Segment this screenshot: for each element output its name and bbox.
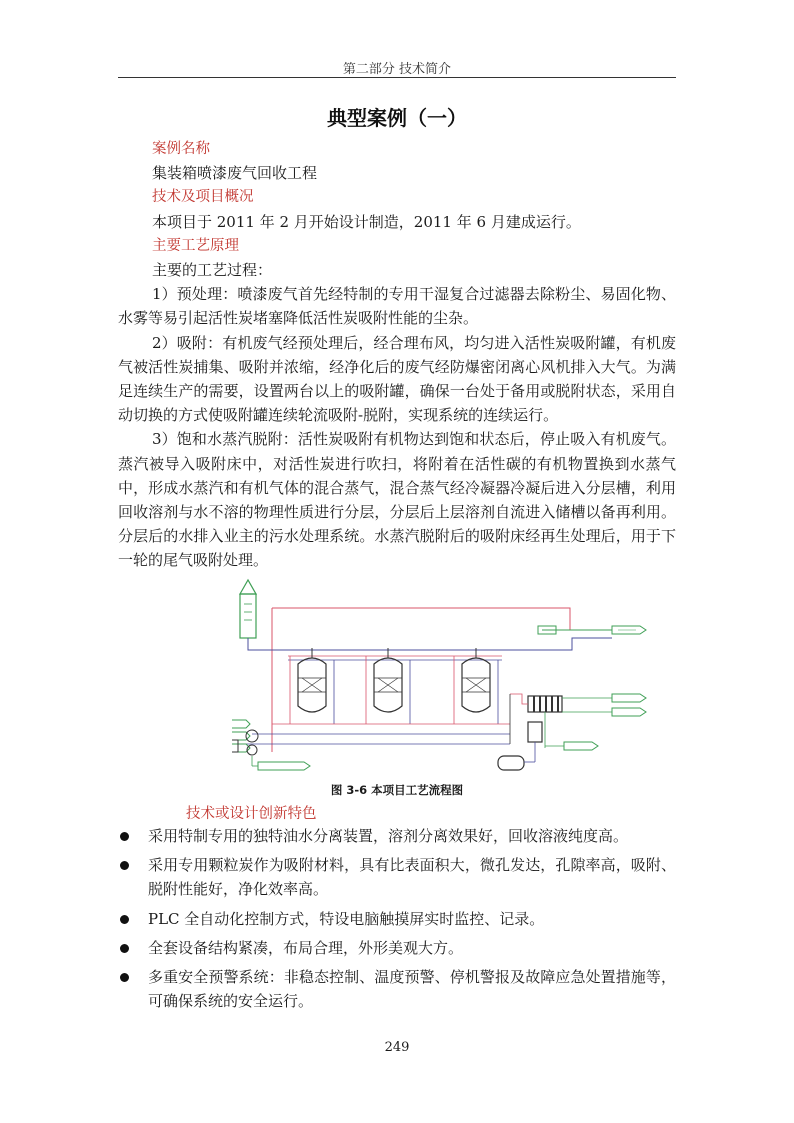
stack-cap (240, 580, 256, 594)
header-rule (118, 77, 676, 78)
list-item: PLC 全自动化控制方式，特设电脑触摸屏实时监控、记录。 (118, 907, 676, 931)
output-arrow-condenser-1 (612, 694, 646, 702)
page-header: 第二部分 技术简介 (342, 62, 452, 77)
list-item: 采用特制专用的独特油水分离装置，溶剂分离效果好，回收溶液纯度高。 (118, 824, 676, 848)
overview-text: 本项目于 2011 年 2 月开始设计制造，2011 年 6 月建成运行。 (152, 212, 581, 231)
page-title: 典型案例（一） (327, 106, 467, 130)
bullet-dot-icon (120, 944, 129, 953)
figure-caption: 图 3-6 本项目工艺流程图 (330, 783, 464, 797)
main-content (118, 137, 676, 573)
section-heading-principle: 主要工艺原理 (152, 237, 239, 254)
adsorber-3 (462, 648, 490, 712)
bullet-dot-icon (120, 973, 129, 982)
output-arrow-separator (564, 742, 598, 750)
bullet-dot-icon (120, 832, 129, 841)
principle-intro: 主要的工艺过程： (152, 261, 273, 280)
list-item: 全套设备结构紧凑，布局合理，外形美观大方。 (118, 936, 676, 960)
list-item: 采用专用颗粒炭作为吸附材料，具有比表面积大，微孔发达，孔隙率高，吸附、脱附性能好，净化效率高。 (118, 853, 676, 901)
input-arrow-2 (232, 732, 250, 740)
section-heading-case-name: 案例名称 (152, 141, 210, 157)
process-flow-svg (232, 574, 676, 774)
separator-tank (528, 722, 542, 742)
section-heading-overview: 技术及项目概况 (152, 189, 254, 206)
paragraph-pretreatment: 1）预处理：喷漆废气首先经特制的专用干湿复合过滤器去除粉尘、易固化物、水雾等易引起活性炭堵塞降低活性炭吸附性能的尘杂。 (118, 285, 676, 328)
case-name-text: 集装箱喷漆废气回收工程 (152, 164, 318, 183)
process-flow-diagram (232, 574, 676, 774)
bullet-dot-icon (120, 861, 129, 870)
input-arrow-1 (232, 720, 250, 728)
innovation-list (118, 824, 676, 1018)
page-number: 249 (384, 1040, 410, 1055)
storage-tank (498, 756, 524, 770)
fan-icon (246, 730, 258, 742)
paragraph-adsorption: 2）吸附：有机废气经预处理后，经合理布风，均匀进入活性炭吸附罐，有机废气被活性炭捕集、吸附并浓缩，经净化后的废气经防爆密闭离心风机排入大气。为满足连续生产的需要，设置两台以上的吸附罐，确保一台处于备用或脱附状态，采用自动切换的方式使吸附罐连续轮流吸附-脱附，实现系统的连续运行。 (118, 333, 676, 425)
section-heading-innovation: 技术或设计创新特色 (186, 806, 317, 822)
exhaust-header (248, 638, 612, 650)
list-item: 多重安全预警系统：非稳态控制、温度预警、停机警报及故障应急处置措施等，可确保系统的安全运行。 (118, 965, 676, 1013)
paragraph-desorption: 3）饱和水蒸汽脱附：活性炭吸附有机物达到饱和状态后，停止吸入有机废气。蒸汽被导入吸附床中，对活性炭进行吹扫，将附着在活性碳的有机物置换到水蒸气中，形成水蒸汽和有机气体的混合蒸气，混合蒸气经冷凝器冷凝后进入分层槽，利用回收溶剂与水不溶的物理性质进行分层，分层后上层溶剂自流进入储槽以备再利用。分层后的水排入业主的污水处理系统。水蒸汽脱附后的吸附床经再生处理后，用于下一轮的尾气吸附处理。 (118, 430, 676, 570)
steam-pipe-top (272, 608, 570, 630)
bullet-dot-icon (120, 915, 129, 924)
adsorber-2 (374, 648, 402, 712)
output-arrow-condenser-2 (612, 708, 646, 716)
output-arrow-bottom-left (258, 762, 310, 770)
adsorber-1 (298, 648, 326, 712)
exhaust-stack (240, 594, 256, 638)
